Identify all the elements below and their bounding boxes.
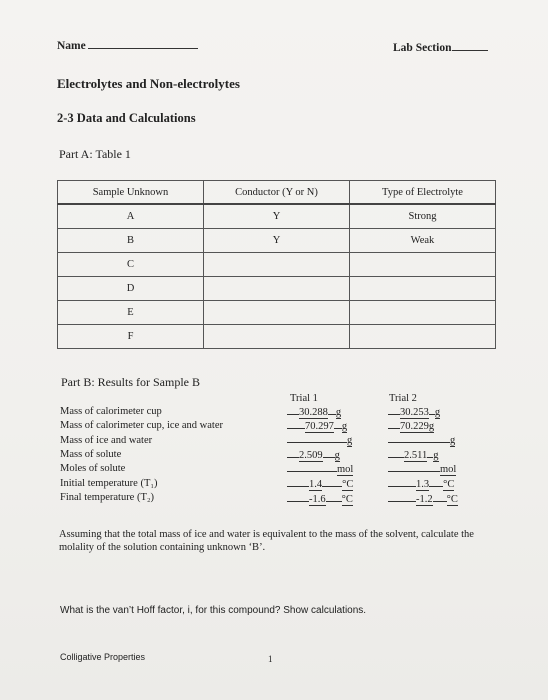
lab-section-blank (452, 41, 488, 51)
footer-section: Colligative Properties (60, 652, 146, 662)
electrolyte-cell: Strong (350, 204, 496, 229)
col-header-conductor: Conductor (Y or N) (204, 181, 350, 205)
name-blank (88, 39, 198, 49)
lab-section-field (393, 41, 488, 54)
electrolyte-cell (350, 253, 496, 277)
sample-cell: D (58, 277, 204, 301)
row-label: Mass of ice and water (60, 435, 153, 446)
row-label: Final temperature (T₂) (60, 492, 155, 503)
trial-2-header: Trial 2 (389, 393, 417, 404)
electrolyte-cell: Weak (350, 229, 496, 253)
col-header-electrolyte-type: Type of Electrolyte (350, 181, 496, 205)
table-row (58, 253, 496, 277)
page-title: Electrolytes and Non-electrolytes (57, 76, 240, 91)
conductor-cell: Y (204, 204, 350, 229)
sample-cell: F (58, 325, 204, 349)
part-b-label: Part B: Results for Sample B (61, 375, 200, 389)
trial-2-value: 70.229g (388, 421, 434, 433)
table-row (58, 277, 496, 301)
row-label: Mass of calorimeter cup, ice and water (60, 420, 223, 431)
table-row (58, 204, 496, 229)
sample-cell: C (58, 253, 204, 277)
conductor-cell (204, 301, 350, 325)
table-row (58, 229, 496, 253)
trial-1-value: 30.288 g (287, 407, 341, 419)
name-label: Name (57, 40, 86, 52)
electrolyte-cell (350, 325, 496, 349)
sample-cell: B (58, 229, 204, 253)
conductor-cell (204, 253, 350, 277)
trial-1-value: 70.297 g (287, 421, 347, 433)
table-row (58, 325, 496, 349)
table-row (58, 301, 496, 325)
trial-2-value: 2.511 g (388, 450, 439, 462)
row-label: Mass of solute (60, 449, 122, 460)
electrolyte-cell (350, 277, 496, 301)
part-a-label: Part A: Table 1 (59, 147, 131, 161)
trial-1-header: Trial 1 (290, 393, 318, 404)
question-molality: Assuming that the total mass of ice and water is equivalent to the mass of the solvent, calculate the molality of the solution containing unknown ‘B’. (59, 529, 474, 553)
trial-1-value: mol (287, 464, 353, 476)
conductor-cell (204, 277, 350, 301)
trial-1-value: 1.4 °C (287, 479, 353, 491)
row-label: Mass of calorimeter cup (60, 406, 162, 417)
name-field (57, 39, 198, 52)
conductor-cell (204, 325, 350, 349)
trial-1-value: -1.6 °C (287, 494, 353, 506)
conductor-cell: Y (204, 229, 350, 253)
trial-2-value: g (388, 435, 455, 447)
trial-2-value: -1.2 °C (388, 494, 458, 506)
electrolyte-cell (350, 301, 496, 325)
trial-1-value: 2.509 g (287, 450, 340, 462)
page-number: 1 (268, 654, 273, 664)
trial-2-value: 1.3 °C (388, 479, 454, 491)
sample-cell: E (58, 301, 204, 325)
trial-1-value: g (287, 435, 352, 447)
lab-section-label: Lab Section (393, 42, 452, 54)
trial-2-value: 30.253 g (388, 407, 440, 419)
row-label: Moles of solute (60, 463, 126, 474)
sample-cell: A (58, 204, 204, 229)
section-heading: 2-3 Data and Calculations (57, 111, 196, 125)
table-1 (57, 180, 496, 349)
col-header-sample: Sample Unknown (58, 181, 204, 205)
question-vant-hoff: What is the van’t Hoff factor, i, for this compound? Show calculations. (60, 605, 367, 616)
row-label: Initial temperature (T₁) (60, 478, 158, 489)
trial-2-value: mol (388, 464, 456, 476)
